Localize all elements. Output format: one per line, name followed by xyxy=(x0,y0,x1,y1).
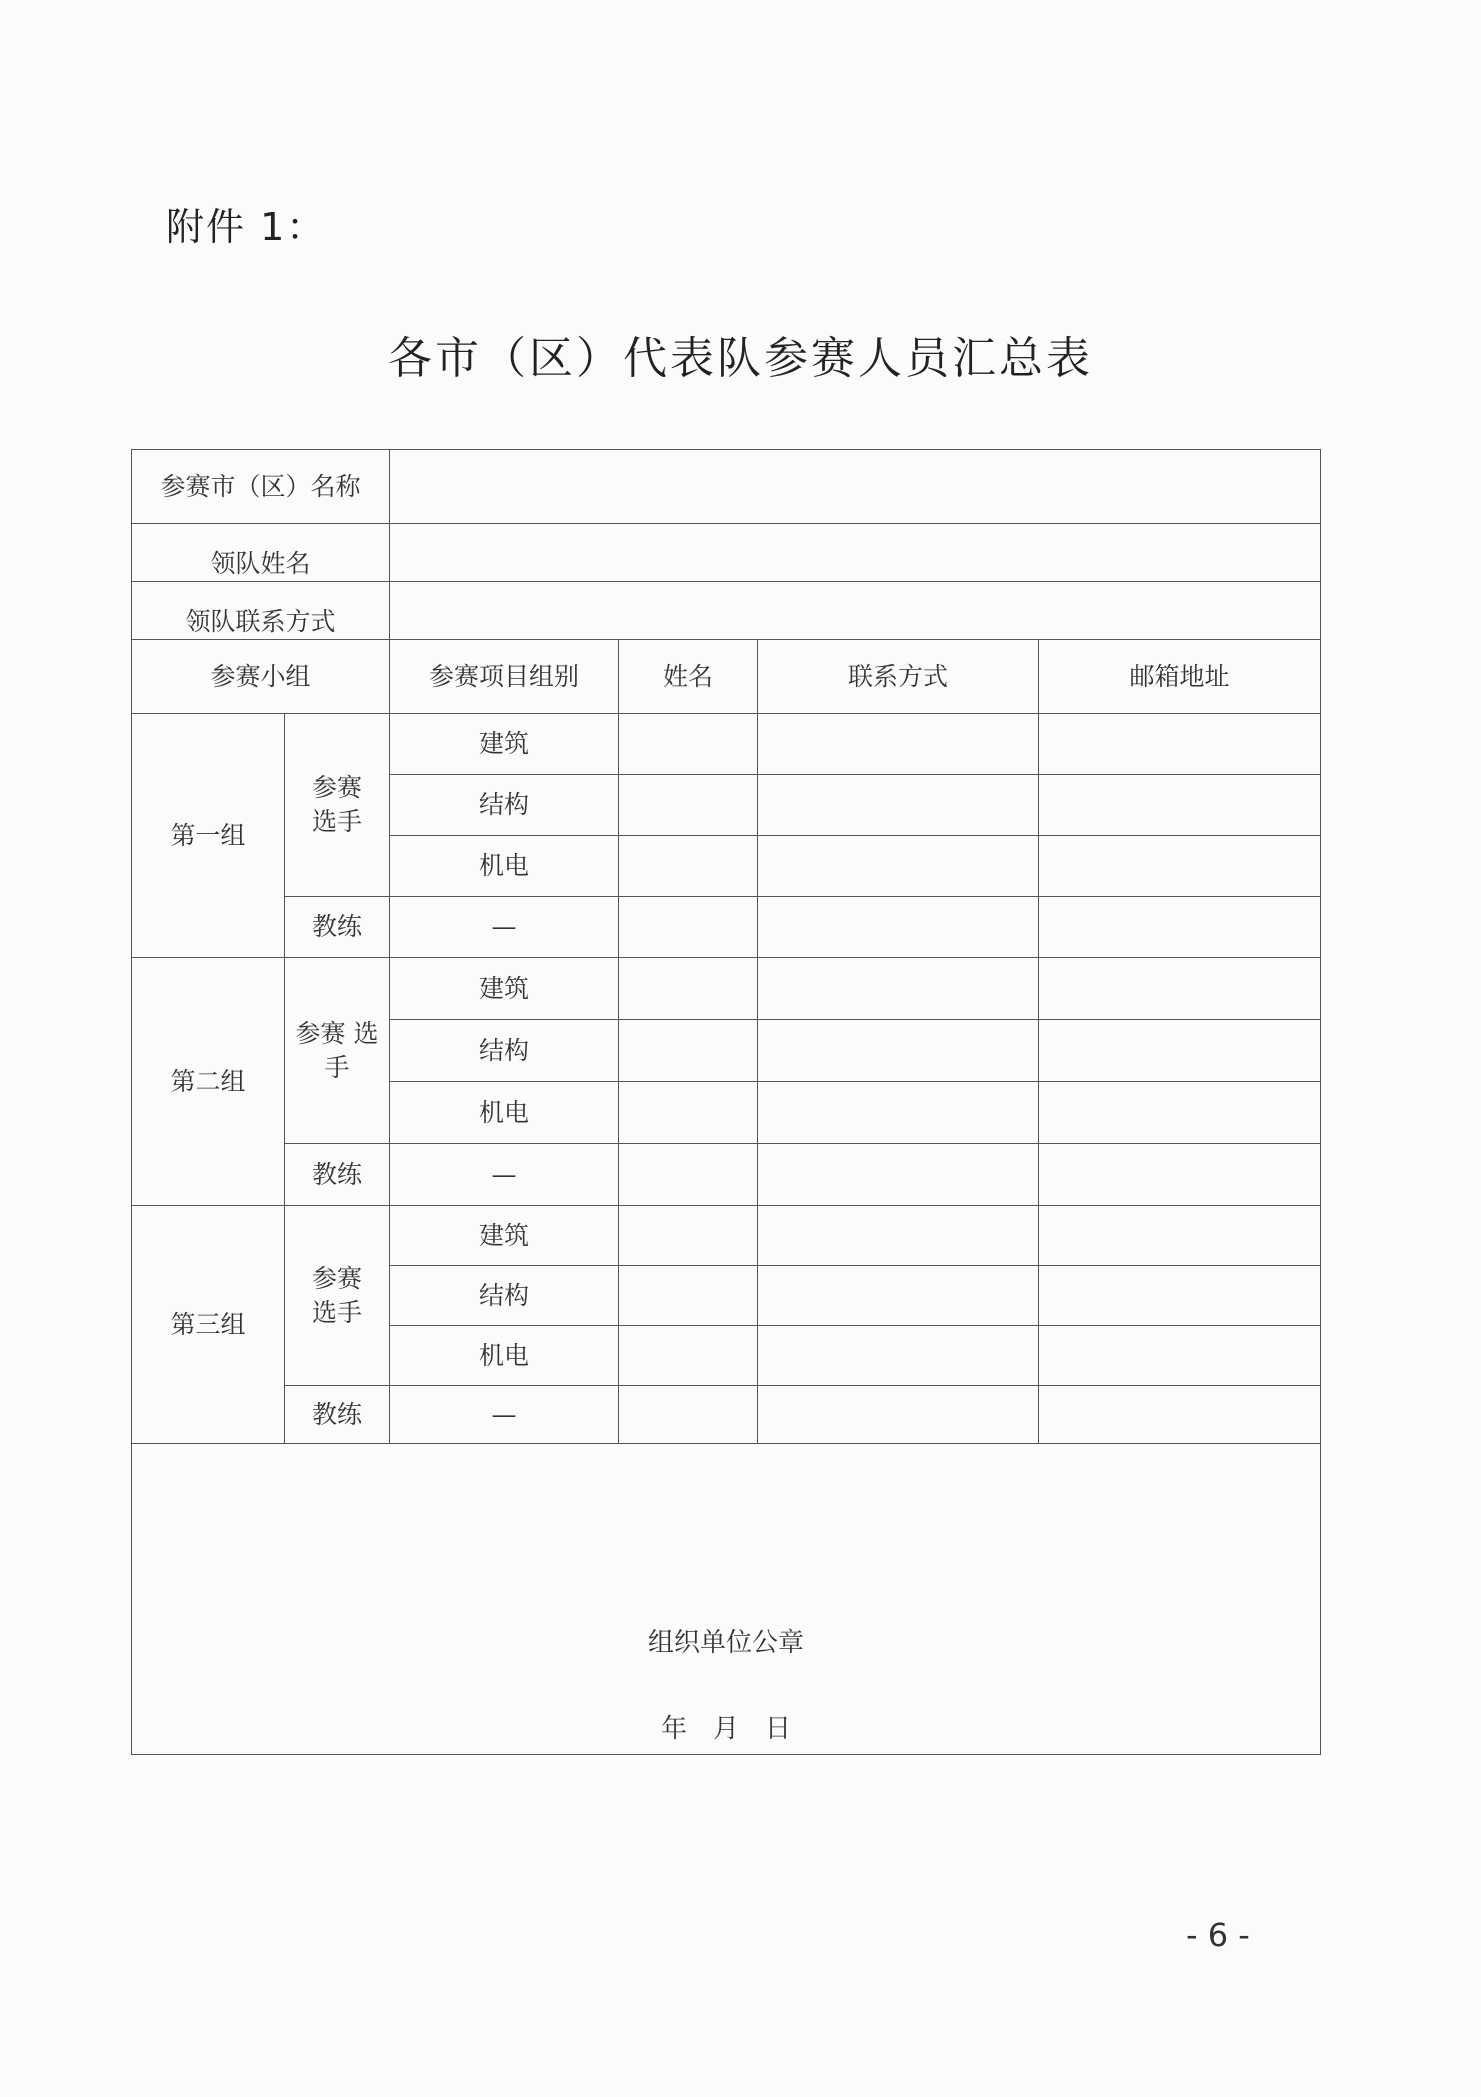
name-cell[interactable] xyxy=(619,1206,758,1266)
contact-cell[interactable] xyxy=(758,836,1039,897)
name-cell[interactable] xyxy=(619,897,758,958)
contact-cell[interactable] xyxy=(758,1326,1039,1386)
city-name-field[interactable] xyxy=(390,450,1321,524)
coach-label: 教练 xyxy=(285,897,390,958)
leader-name-field[interactable] xyxy=(390,524,1321,582)
category-cell: 建筑 xyxy=(390,958,619,1020)
category-cell: 结构 xyxy=(390,775,619,836)
contact-cell[interactable] xyxy=(758,1020,1039,1082)
category-cell: — xyxy=(390,1386,619,1444)
coach-label: 教练 xyxy=(285,1144,390,1206)
name-cell[interactable] xyxy=(619,836,758,897)
email-cell[interactable] xyxy=(1039,1266,1321,1326)
city-name-label: 参赛市（区）名称 xyxy=(132,450,390,524)
seal-row xyxy=(132,1444,1321,1755)
table-row xyxy=(132,1386,1321,1444)
contact-cell[interactable] xyxy=(758,1082,1039,1144)
table-row xyxy=(132,714,1321,775)
name-cell[interactable] xyxy=(619,1266,758,1326)
email-cell[interactable] xyxy=(1039,1020,1321,1082)
leader-contact-field[interactable] xyxy=(390,582,1321,640)
category-cell: 机电 xyxy=(390,836,619,897)
contact-cell[interactable] xyxy=(758,775,1039,836)
name-cell[interactable] xyxy=(619,1326,758,1386)
table-row xyxy=(132,1144,1321,1206)
players-label: 参赛 选 手 xyxy=(285,958,390,1144)
email-cell[interactable] xyxy=(1039,1386,1321,1444)
contact-cell[interactable] xyxy=(758,1144,1039,1206)
category-cell: 建筑 xyxy=(390,1206,619,1266)
name-cell[interactable] xyxy=(619,714,758,775)
date-label: 年 月 日 xyxy=(661,1714,792,1744)
email-cell[interactable] xyxy=(1039,1326,1321,1386)
contact-cell[interactable] xyxy=(758,714,1039,775)
category-cell: — xyxy=(390,897,619,958)
attachment-label: 附件 1： xyxy=(166,205,327,249)
group-label: 第二组 xyxy=(132,958,285,1206)
category-cell: 机电 xyxy=(390,1082,619,1144)
name-cell[interactable] xyxy=(619,775,758,836)
leader-contact-label: 领队联系方式 xyxy=(132,582,390,640)
page-title: 各市（区）代表队参赛人员汇总表 xyxy=(388,333,1093,384)
players-label: 参赛 选手 xyxy=(285,714,390,897)
category-cell: 结构 xyxy=(390,1020,619,1082)
email-cell[interactable] xyxy=(1039,1144,1321,1206)
email-cell[interactable] xyxy=(1039,897,1321,958)
name-cell[interactable] xyxy=(619,1082,758,1144)
email-cell[interactable] xyxy=(1039,958,1321,1020)
contact-cell[interactable] xyxy=(758,1386,1039,1444)
city-name-row xyxy=(132,450,1321,524)
col-header-group: 参赛小组 xyxy=(132,640,390,714)
col-header-name: 姓名 xyxy=(619,640,758,714)
group-label: 第一组 xyxy=(132,714,285,958)
summary-table xyxy=(131,449,1321,1755)
col-header-contact: 联系方式 xyxy=(758,640,1039,714)
column-header-row xyxy=(132,640,1321,714)
seal-area xyxy=(132,1444,1321,1755)
seal-label: 组织单位公章 xyxy=(648,1628,805,1658)
email-cell[interactable] xyxy=(1039,1206,1321,1266)
name-cell[interactable] xyxy=(619,1144,758,1206)
category-cell: — xyxy=(390,1144,619,1206)
email-cell[interactable] xyxy=(1039,775,1321,836)
table-row xyxy=(132,897,1321,958)
page-number: - 6 - xyxy=(1186,1916,1250,1954)
email-cell[interactable] xyxy=(1039,714,1321,775)
group-label: 第三组 xyxy=(132,1206,285,1444)
table-row xyxy=(132,1206,1321,1266)
name-cell[interactable] xyxy=(619,958,758,1020)
leader-name-row xyxy=(132,524,1321,582)
category-cell: 结构 xyxy=(390,1266,619,1326)
leader-name-label: 领队姓名 xyxy=(132,524,390,582)
contact-cell[interactable] xyxy=(758,897,1039,958)
name-cell[interactable] xyxy=(619,1386,758,1444)
name-cell[interactable] xyxy=(619,1020,758,1082)
email-cell[interactable] xyxy=(1039,1082,1321,1144)
col-header-email: 邮箱地址 xyxy=(1039,640,1321,714)
category-cell: 建筑 xyxy=(390,714,619,775)
email-cell[interactable] xyxy=(1039,836,1321,897)
contact-cell[interactable] xyxy=(758,1206,1039,1266)
leader-contact-row xyxy=(132,582,1321,640)
category-cell: 机电 xyxy=(390,1326,619,1386)
coach-label: 教练 xyxy=(285,1386,390,1444)
contact-cell[interactable] xyxy=(758,958,1039,1020)
col-header-category: 参赛项目组别 xyxy=(390,640,619,714)
players-label: 参赛 选手 xyxy=(285,1206,390,1386)
contact-cell[interactable] xyxy=(758,1266,1039,1326)
table-row xyxy=(132,958,1321,1020)
